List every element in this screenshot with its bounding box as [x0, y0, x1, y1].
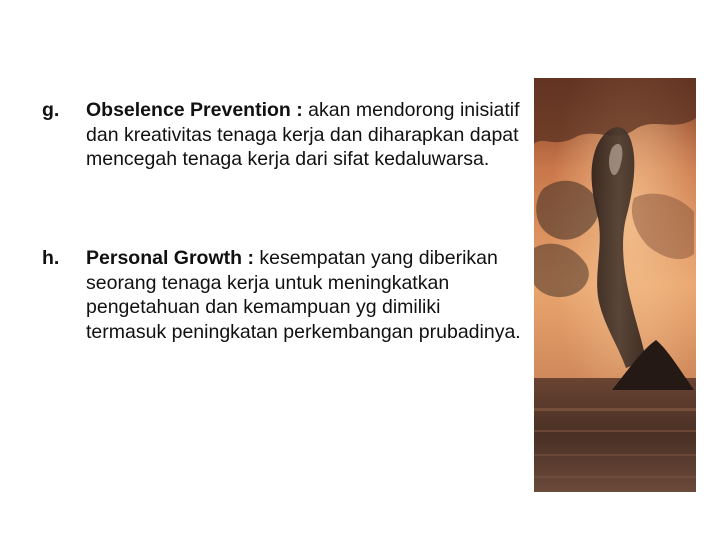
list-item-description: akan mendorong inisiatif dan kreativitas tenaga kerja dan diharapkan dapat mencegah tenaga kerja dari sifat kedaluwarsa. [86, 99, 520, 170]
volcano-eruption-image [534, 78, 696, 492]
list-item-description: kesempatan yang diberikan seorang tenaga kerja untuk meningkatkan pengetahuan dan kemampuan yg dimiliki termasuk peningkatan perkembangan prubadinya. [86, 247, 521, 343]
list-item-term: Obselence Prevention : [86, 99, 303, 121]
list-item-g [42, 98, 522, 172]
list-item-body [86, 246, 522, 344]
list-marker: h. [42, 247, 60, 269]
list-item-body [86, 98, 522, 172]
list-item-term: Personal Growth : [86, 247, 254, 269]
list-item-h [42, 246, 522, 344]
list-marker: g. [42, 99, 60, 121]
